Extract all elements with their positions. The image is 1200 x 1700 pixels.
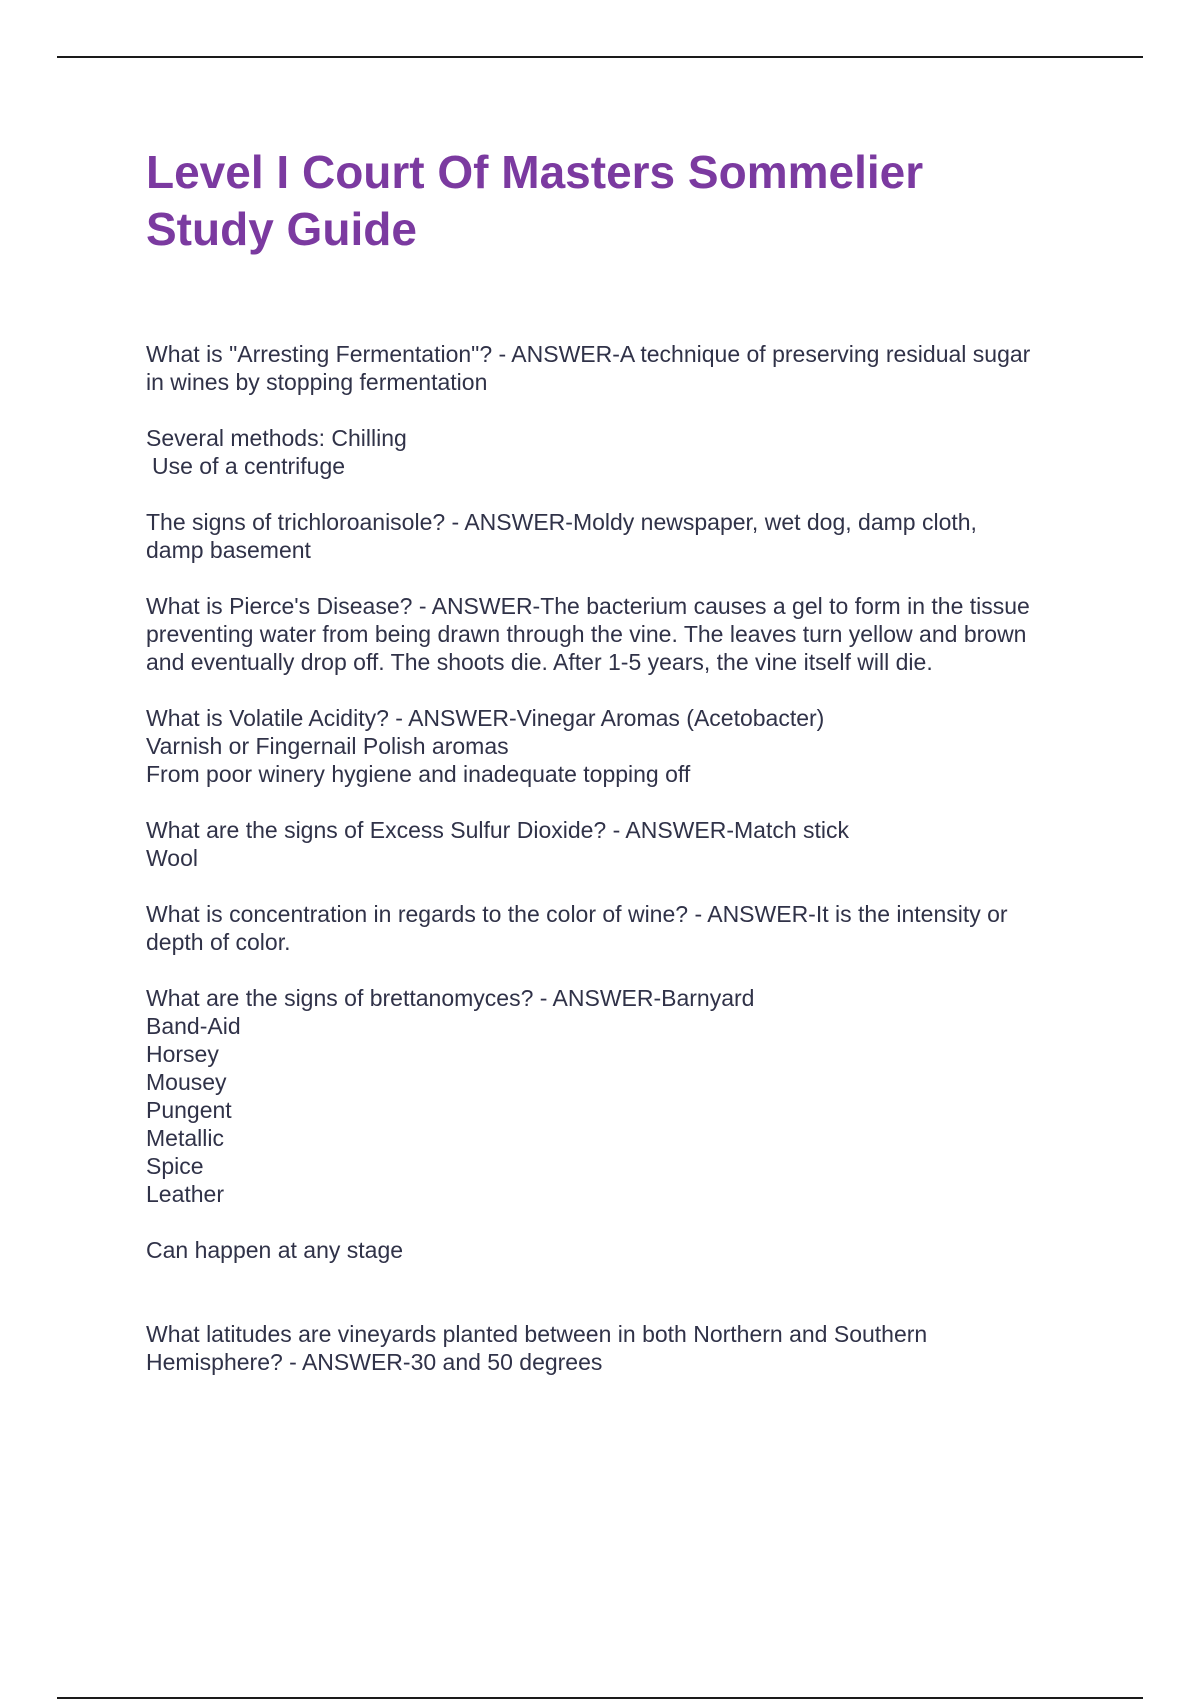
text-line: Mousey [146,1069,227,1095]
text-line: What is Volatile Acidity? - ANSWER-Vinegar Aromas (Acetobacter) [146,705,825,731]
text-line: depth of color. [146,929,291,955]
text-line: What is "Arresting Fermentation"? - ANSWER-A technique of preserving residual sugar [146,341,1031,367]
text-line: What is Pierce's Disease? - ANSWER-The bacterium causes a gel to form in the tissue [146,593,1030,619]
bottom-rule [57,1697,1143,1699]
text-line: What is concentration in regards to the color of wine? - ANSWER-It is the intensity or [146,901,1008,927]
text-line: damp basement [146,537,311,563]
text-line: Use of a centrifuge [152,453,346,479]
qa-block-sulfur-dioxide [146,816,1086,872]
document-title [146,144,1066,258]
text-line: Wool [146,845,198,871]
text-line: Metallic [146,1125,224,1151]
qa-block-brettanomyces [146,984,1086,1208]
qa-block-any-stage [146,1236,1086,1264]
text-line: Spice [146,1153,204,1179]
text-line: What latitudes are vineyards planted between in both Northern and Southern [146,1321,928,1347]
text-line: From poor winery hygiene and inadequate topping off [146,761,691,787]
text-line: The signs of trichloroanisole? - ANSWER-Moldy newspaper, wet dog, damp cloth, [146,509,977,535]
text-line: Band-Aid [146,1013,241,1039]
qa-block-trichloroanisole [146,508,1086,564]
text-line: What are the signs of brettanomyces? - ANSWER-Barnyard [146,985,755,1011]
qa-block-concentration [146,900,1086,956]
document-title-line-1: Level I Court Of Masters Sommelier [146,146,924,198]
text-line: What are the signs of Excess Sulfur Dioxide? - ANSWER-Match stick [146,817,850,843]
document-body [146,340,1086,1404]
text-line: Leather [146,1181,225,1207]
text-line: Several methods: Chilling [146,425,407,451]
qa-block-volatile-acidity [146,704,1086,788]
text-line: and eventually drop off. The shoots die. After 1-5 years, the vine itself will die. [146,649,933,675]
qa-block-methods [146,424,1086,480]
text-line: in wines by stopping fermentation [146,369,488,395]
text-line: preventing water from being drawn through the vine. The leaves turn yellow and brown [146,621,1027,647]
text-line: Horsey [146,1041,219,1067]
qa-block-arresting-fermentation [146,340,1086,396]
document-title-line-2: Study Guide [146,203,417,255]
text-line: Varnish or Fingernail Polish aromas [146,733,509,759]
text-line: Hemisphere? - ANSWER-30 and 50 degrees [146,1349,603,1375]
text-line: Pungent [146,1097,232,1123]
qa-block-pierces-disease [146,592,1086,676]
qa-block-latitudes [146,1320,1086,1376]
top-rule [57,56,1143,58]
text-line: Can happen at any stage [146,1237,404,1263]
